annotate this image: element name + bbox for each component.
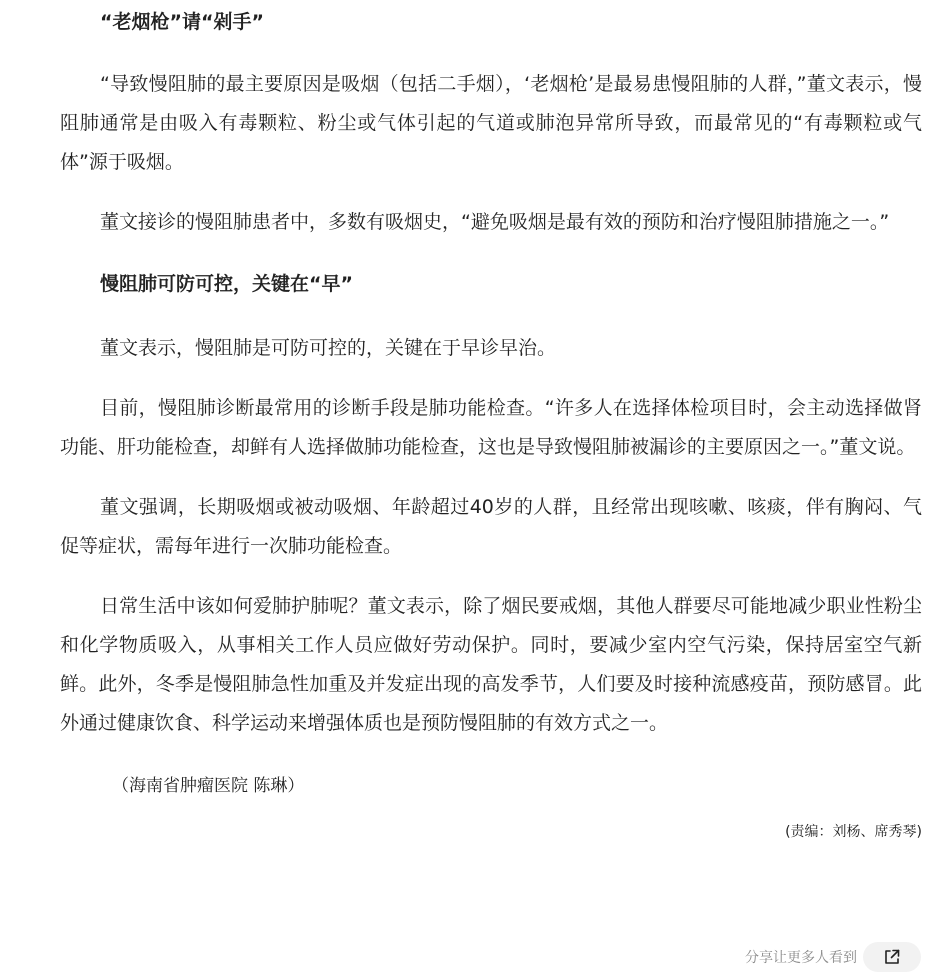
section-heading: 慢阻肺可防可控，关键在“早”	[100, 273, 353, 295]
author-credit: （海南省肿瘤医院 陈琳）	[112, 776, 305, 796]
article-paragraph: 董文接诊的慢阻肺患者中，多数有吸烟史，“避免吸烟是最有效的预防和治疗慢阻肺措施之一。”	[100, 211, 890, 233]
article-body	[60, 0, 922, 842]
section-heading: “老烟枪”请“剁手”	[100, 11, 264, 33]
share-prompt-text: 分享让更多人看到	[745, 950, 857, 966]
article-paragraph: 董文强调，长期吸烟或被动吸烟、年龄超过40岁的人群，且经常出现咳嗽、咳痰，伴有胸闷、气促等症状，需每年进行一次肺功能检查。	[60, 496, 922, 557]
editor-credit: (责编：刘杨、席秀琴)	[785, 824, 922, 840]
article-paragraph: 目前，慢阻肺诊断最常用的诊断手段是肺功能检查。“许多人在选择体检项目时，会主动选择做肾功能、肝功能检查，却鲜有人选择做肺功能检查，这也是导致慢阻肺被漏诊的主要原因之一。”董文说。	[60, 397, 922, 458]
article-paragraph: “导致慢阻肺的最主要原因是吸烟（包括二手烟），‘老烟枪’是最易患慢阻肺的人群，”董文表示，慢阻肺通常是由吸入有毒颗粒、粉尘或气体引起的气道或肺泡异常所导致，而最常见的“有毒颗粒或气体”源于吸烟。	[60, 73, 922, 173]
article-paragraph: 董文表示，慢阻肺是可防可控的，关键在于早诊早治。	[100, 337, 557, 359]
share-icon	[883, 948, 901, 966]
share-button[interactable]	[863, 942, 921, 972]
share-bar	[745, 942, 921, 972]
article-paragraph: 日常生活中该如何爱肺护肺呢？董文表示，除了烟民要戒烟，其他人群要尽可能地减少职业性粉尘和化学物质吸入，从事相关工作人员应做好劳动保护。同时，要减少室内空气污染，保持居室空气新鲜。此外，冬季是慢阻肺急性加重及并发症出现的高发季节，人们要及时接种流感疫苗，预防感冒。此外通过健康饮食、科学运动来增强体质也是预防慢阻肺的有效方式之一。	[60, 595, 922, 734]
